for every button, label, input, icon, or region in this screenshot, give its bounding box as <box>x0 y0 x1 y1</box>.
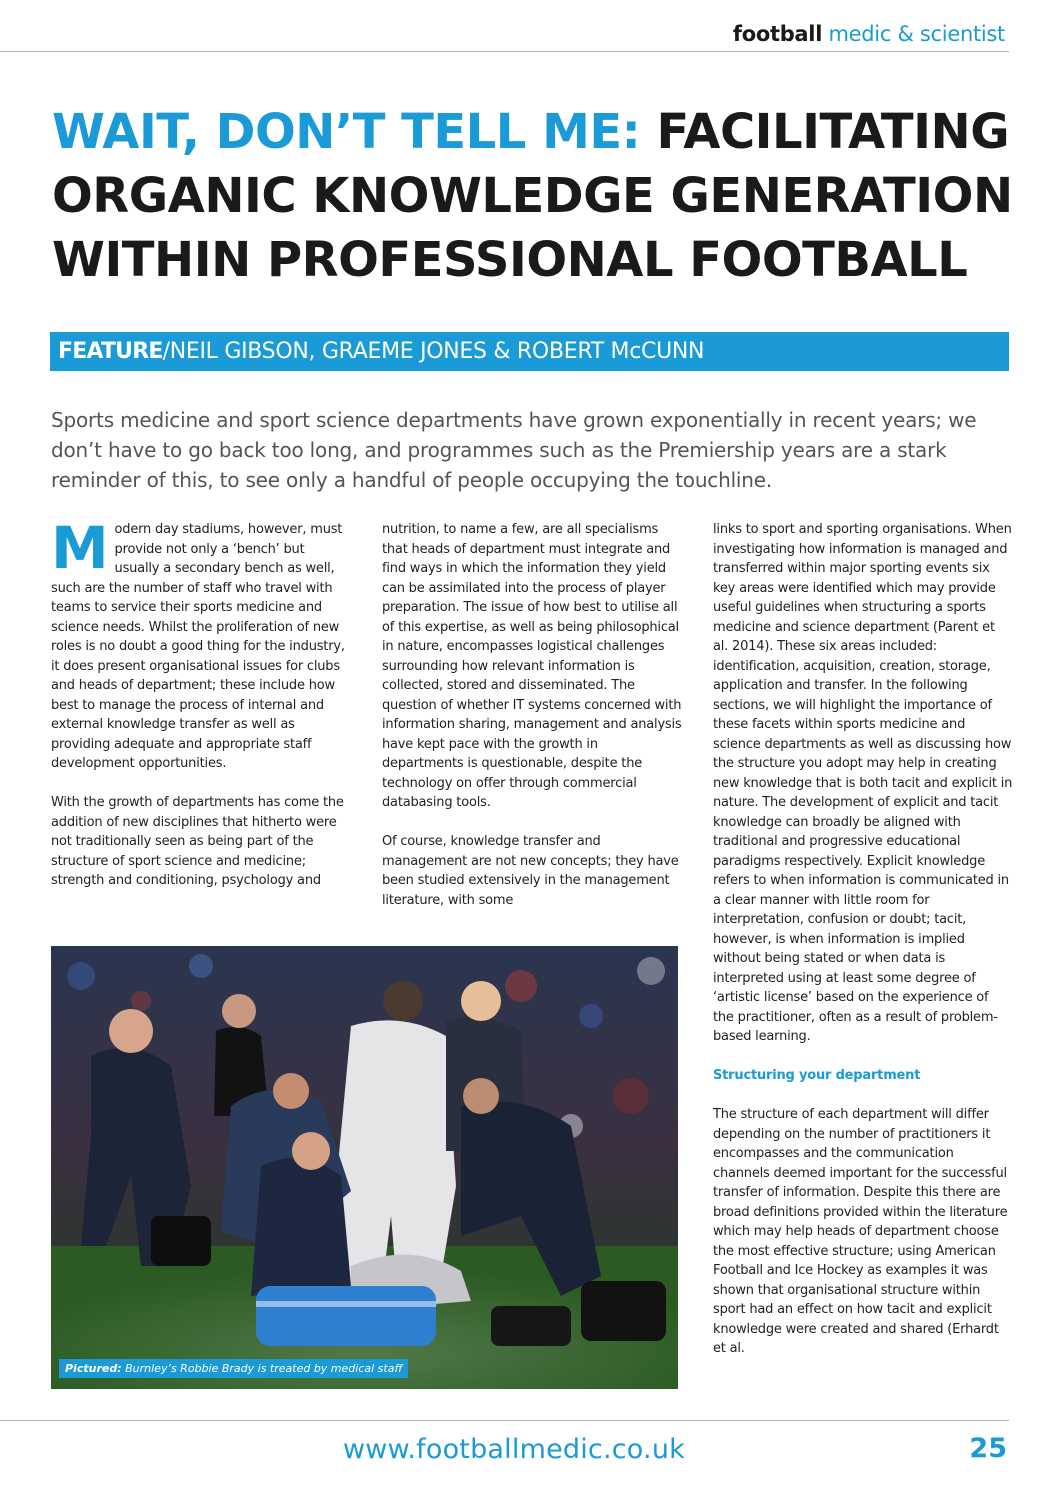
top-divider <box>0 51 1009 52</box>
photo-caption <box>59 1359 408 1378</box>
headline-rest: FACILITATING ORGANIC KNOWLEDGE GENERATION WITHIN PROFESSIONAL FOOTBALL <box>52 104 1013 288</box>
feature-byline-bar <box>50 332 1009 371</box>
masthead <box>733 22 1005 46</box>
paragraph-text: odern day stadiums, however, must provide not only a ‘bench’ but usually a secondary bench as well, such are the number of staff who travel with teams to service their sports medicine and science needs. Whilst the proliferation of new roles is no doubt a good thing for the industry, it does present organisational issues for clubs and heads of department; these include how best to manage the process of internal and external knowledge transfer as well as providing adequate and appropriate staff development opportunities. <box>51 522 345 771</box>
caption-text: Burnley’s Robbie Brady is treated by medical staff <box>121 1362 403 1375</box>
photo-illustration <box>51 946 678 1389</box>
standfirst: Sports medicine and sport science departments have grown exponentially in recent years; we don’t have to go back too long, and programmes such as the Premiership years are a stark reminder of this, to see only a handful of people occupying the touchline. <box>51 408 977 492</box>
paragraph: links to sport and sporting organisations. When investigating how information is managed and transferred within major sporting events six key areas were identified which may provide useful guidelines when structuring a sports medicine and science department (Parent et al. 2014). These six areas included: identification, acquisition, creation, storage, application and transfer. In the following sections, we will highlight the importance of these facets within sports medicine and science departments as well as discussing how the structure you adopt may help in creating new knowledge that is both tacit and explicit in nature. The development of explicit and tacit knowledge can broadly be aligned with traditional and progressive educational paradigms respectively. Explicit knowledge refers to when information is communicated in a clear manner with little room for interpretation, confusion or doubt; tacit, however, is when information is implied without being stated or when data is interpreted using at least some degree of ‘artistic license’ based on the experience of the practitioner, often as a result of problem-based learning. <box>713 522 1013 1044</box>
body-column-3 <box>713 520 1013 1378</box>
paragraph: Of course, knowledge transfer and management are not new concepts; they have been studied extensively in the management literature, with some <box>382 834 679 908</box>
body-column-2 <box>382 520 682 930</box>
headline-highlight: WAIT, DON’T TELL ME: <box>52 104 641 160</box>
body-column-1 <box>51 514 351 910</box>
feature-authors: /NEIL GIBSON, GRAEME JONES & ROBERT McCUNN <box>162 339 705 364</box>
section-subhead: Structuring your department <box>713 1068 921 1083</box>
footer-website-link[interactable]: www.footballmedic.co.uk <box>343 1434 685 1465</box>
drop-cap: M <box>51 514 109 582</box>
article-photo <box>51 946 678 1389</box>
paragraph: The structure of each department will differ depending on the number of practitioners it encompasses and the communication channels deemed important for the successful transfer of information. Despite this there are broad definitions provided within the literature which may help heads of department choose the most effective structure; using American Football and Ice Hockey as examples it was shown that organisational structure within sport had an effect on how tacit and explicit knowledge were created and shared (Erhardt et al. <box>713 1107 1008 1356</box>
bottom-divider <box>0 1420 1009 1421</box>
masthead-football: football <box>732 22 823 46</box>
caption-label: Pictured: <box>65 1362 122 1375</box>
paragraph: With the growth of departments has come the addition of new disciplines that hitherto were not traditionally seen as being part of the structure of sport science and medicine; strength and conditioning, psychology and <box>51 795 344 888</box>
article-headline <box>52 100 1022 292</box>
page-number: 25 <box>969 1433 1007 1464</box>
masthead-medic-scientist: medic & scientist <box>822 22 1005 46</box>
paragraph <box>51 514 351 774</box>
feature-label: FEATURE <box>58 339 163 364</box>
paragraph: nutrition, to name a few, are all specialisms that heads of department must integrate and find ways in which the information they yield can be assimilated into the process of player preparation. The issue of how best to utilise all of this expertise, as well as being philosophical in nature, encompasses logistical challenges surrounding how relevant information is collected, stored and disseminated. The question of whether IT systems concerned with information sharing, management and analysis have kept pace with the growth in departments is questionable, despite the technology on offer through commercial databasing tools. <box>382 522 682 810</box>
